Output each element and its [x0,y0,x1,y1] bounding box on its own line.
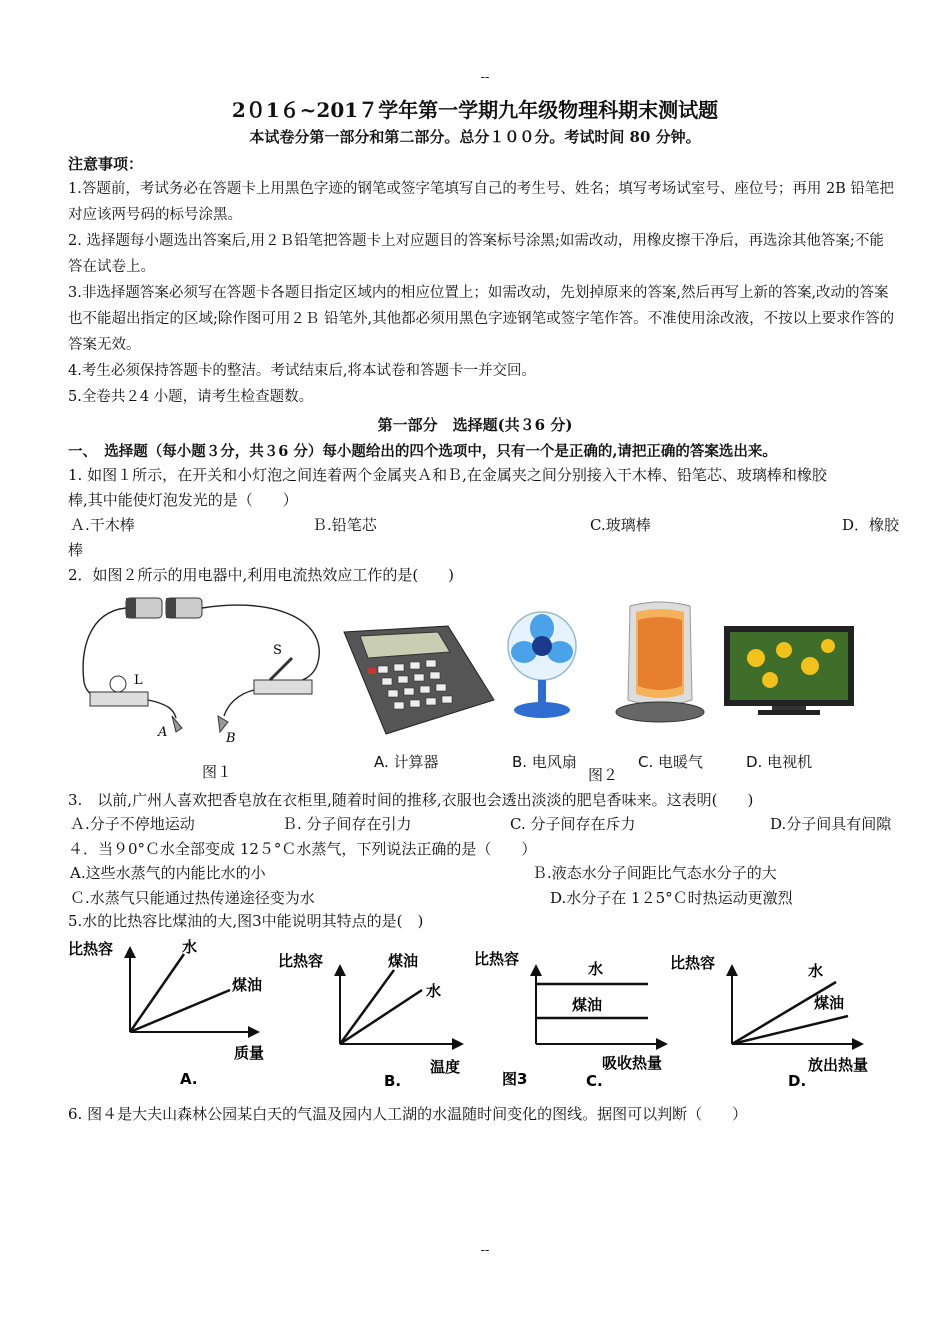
q4-option-d: D.水分子在 1２5°Ｃ时热运动更激烈 [550,889,793,907]
graph-d [668,944,888,1090]
graph-d-xlabel: 放出热量 [808,1056,869,1074]
graph-b-letter: B. [384,1072,402,1090]
q3-option-c: C. 分子间存在斥力 [510,815,636,833]
note-5: 5.全卷共２4 小题，请考生检查题数。 [68,389,314,405]
electric-fan-image [500,606,582,721]
q2-option-d: D. 电视机 [746,753,813,771]
q4-stem: ４．当９0°Ｃ水全部变成 12５°Ｃ水蒸气，下列说法正确的是（ ） [68,840,537,858]
q4-option-b: Ｂ.液态水分子间距比气态水分子的大 [532,864,777,882]
notes-heading: 注意事项： [68,155,144,173]
q1-option-d: D．橡胶 [842,516,900,534]
figure1-caption: 图１ [202,763,233,781]
exam-subtitle: 本试卷分第一部分和第二部分。总分１００分。考试时间 80 分钟。 [249,128,701,146]
note-3: 3.非选择题答案必须写在答题卡各题目指定区域内的相应位置上；如需改动，先划掉原来的答案,然后再写上新的答案,改动的答案也不能超出指定的区域;除作图可用２Ｂ 铅笔外,其他都必须用黑色字迹钢笔或签字笔作答。不准使用涂改液，不按以上要求作答的答案无效。 [68,285,895,353]
figure3-caption: 图3 [502,1070,528,1088]
clip-b-icon [218,716,228,732]
clip-a-icon [172,716,182,732]
switch-base [254,680,312,694]
graph-b-ylabel: 比热容 [278,952,324,970]
graph-a-line1-label: 水 [182,938,198,956]
label-a: A [158,725,168,740]
electric-heater-image [612,600,708,725]
graph-d-letter: D. [788,1072,807,1090]
q3-option-b: Ｂ. 分子间存在引力 [282,815,412,833]
graph-b-line-kerosene [340,970,394,1044]
q2-option-a: A. 计算器 [374,753,439,771]
q2-option-b: B. 电风扇 [512,753,577,771]
exam-title: 2０1６~201７学年第一学期九年级物理科期末测试题 [231,98,719,122]
graph-a-line2-label: 煤油 [232,976,263,994]
part1-heading: 第一部分 选择题(共３6 分) [377,416,573,434]
q1-option-a: Ａ.干木棒 [70,516,135,534]
graph-c-line1-label: 水 [588,960,604,978]
graph-c-ylabel: 比热容 [474,950,520,968]
label-l: L [134,673,143,688]
q3-option-d: D.分子间具有间隙 [770,815,892,833]
graph-b [276,944,472,1090]
figure2-caption: 图２ [588,766,619,784]
switch-lever [270,658,292,680]
section1-heading: 一、 选择题（每小题３分，共３6 分）每小题给出的四个选项中，只有一个是正确的,请把正确的答案选出来。 [68,443,777,460]
graph-a-xlabel: 质量 [234,1044,265,1062]
q2-option-c: C. 电暖气 [638,753,704,771]
calculator-image [338,622,498,742]
graph-c-letter: C. [586,1072,603,1090]
graph-c [472,944,678,1090]
bulb-icon [110,676,126,692]
bulb-base [90,692,148,706]
label-s: S [273,643,282,658]
q3-option-a: Ａ.分子不停地运动 [70,815,195,833]
q5-stem: 5.水的比热容比煤油的大,图3中能说明其特点的是( ) [68,912,424,930]
q1-option-d-cont: 棒 [68,541,84,559]
q1-stem-line1: 1. 如图１所示，在开关和小灯泡之间连着两个金属夹Ａ和Ｂ,在金属夹之间分别接入干木棒、铅笔芯、玻璃棒和橡胶 [68,466,827,484]
graph-d-line-water [732,982,836,1044]
television-image [722,624,856,718]
graph-b-line-water [340,990,422,1044]
graph-d-ylabel: 比热容 [670,954,716,972]
note-4: 4.考生必须保持答题卡的整洁。考试结束后,将本试卷和答题卡一并交回。 [68,363,536,379]
q1-stem-line2: 棒,其中能使灯泡发光的是（ ） [68,491,298,509]
graph-a [66,934,276,1090]
graph-b-line2-label: 水 [426,982,442,1000]
graph-c-line2-label: 煤油 [572,996,603,1014]
q3-stem: 3. 以前,广州人喜欢把香皂放在衣柜里,随着时间的推移,衣服也会透出淡淡的肥皂香味来。这表明( ) [68,791,754,809]
graph-d-line-kerosene [732,1016,848,1044]
graph-a-ylabel: 比热容 [68,940,114,958]
graph-d-line1-label: 水 [808,962,824,980]
page-mark-top: -- [480,70,490,85]
graph-c-xlabel: 吸收热量 [602,1054,663,1072]
graph-b-xlabel: 温度 [430,1058,461,1076]
q1-option-b: Ｂ.铅笔芯 [312,516,377,534]
page-mark-bottom: -- [480,1243,490,1258]
note-1: 1.答题前，考试务必在答题卡上用黑色字迹的钢笔或签字笔填写自己的考生号、姓名；填写考场试室号、座位号；再用 2B 铅笔把对应该两号码的标号涂黑。 [68,181,894,223]
q6-stem: 6. 图４是大夫山森林公园某白天的气温及园内人工湖的水温随时间变化的图线。据图可以判断（ ） [68,1105,748,1123]
graph-b-line1-label: 煤油 [388,952,419,970]
graph-d-line2-label: 煤油 [814,994,845,1012]
q4-option-a: A.这些水蒸气的内能比水的小 [70,864,266,882]
q4-option-c: Ｃ.水蒸气只能通过热传递途径变为水 [70,889,315,907]
circuit-figure [78,592,338,752]
q2-stem: 2．如图２所示的用电器中,利用电流热效应工作的是( ) [68,566,455,584]
note-2: 2. 选择题每小题选出答案后,用２Ｂ铅笔把答题卡上对应题目的答案标号涂黑;如需改动，用橡皮擦干净后，再选涂其他答案;不能答在试卷上。 [68,233,884,275]
label-b: B [226,731,236,746]
graph-a-letter: A. [180,1070,198,1088]
q1-option-c: C.玻璃棒 [590,516,651,534]
